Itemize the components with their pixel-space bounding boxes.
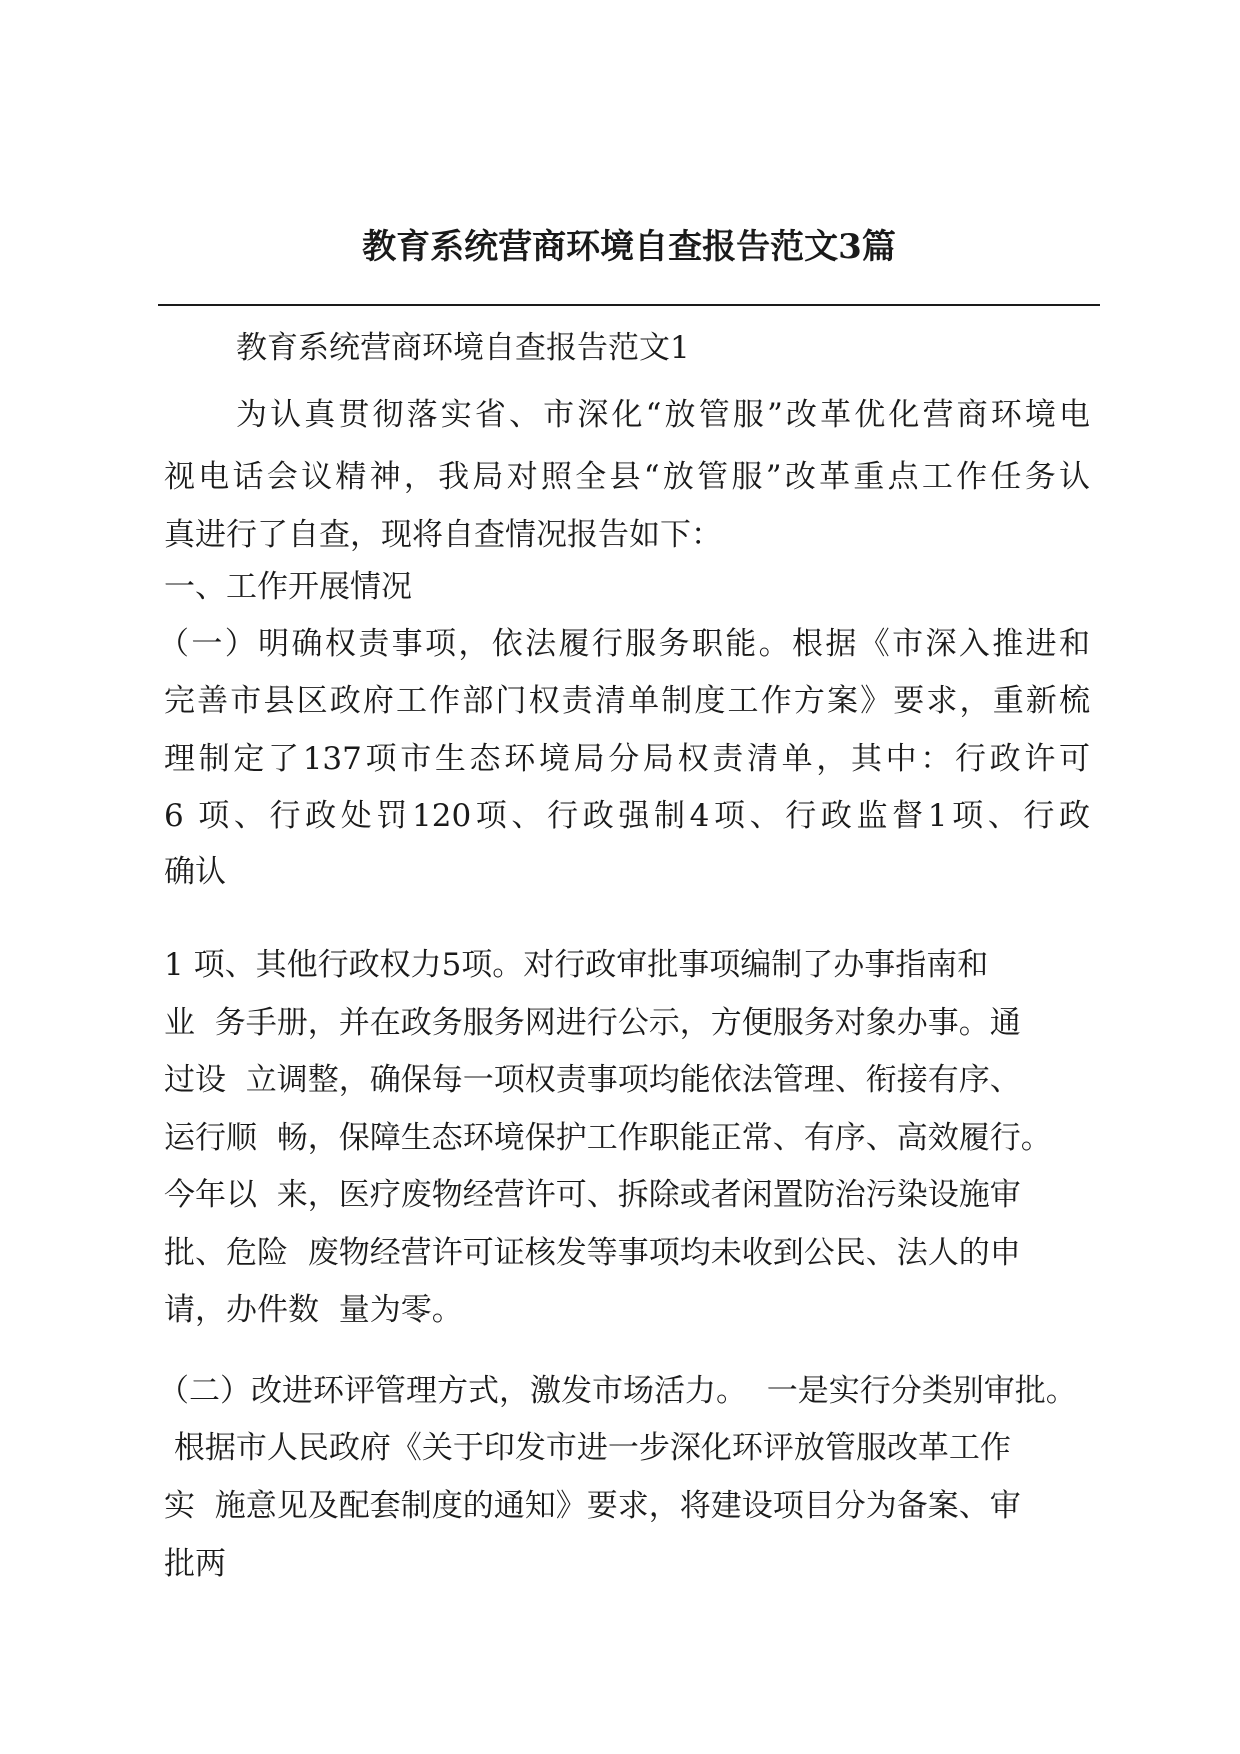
paragraph-3-line-2: 根据市人民政府《关于印发市进一步深化环评放管服改革工作 [164,1430,1011,1466]
title-underline [158,304,1100,306]
paragraph-2-line-3: 过设 立调整，确保每一项权责事项均能依法管理、衔接有序、 [164,1062,1021,1098]
paragraph-1-line-5: 确认 [164,854,226,890]
paragraph-2-line-6: 批、危险 废物经营许可证核发等事项均未收到公民、法人的申 [164,1235,1021,1271]
paragraph-2-line-2: 业 务手册，并在政务服务网进行公示，方便服务对象办事。通 [164,1005,1021,1041]
paragraph-1-line-3: 理制定了137项市生态环境局分局权责清单，其中：行政许可 [164,741,1090,777]
paragraph-2-line-5: 今年以 来，医疗废物经营许可、拆除或者闲置防治污染设施审 [164,1177,1021,1213]
paragraph-2-line-1: 1 项、其他行政权力5项。对行政审批事项编制了办事指南和 [164,947,989,983]
paragraph-intro-line-2: 视电话会议精神，我局对照全县“放管服”改革重点工作任务认 [164,459,1090,495]
document-title: 教育系统营商环境自查报告范文3篇 [362,227,896,267]
paragraph-1-line-4: 6 项、行政处罚120项、行政强制4项、行政监督1项、行政 [164,798,1090,834]
paragraph-1-line-1: （一）明确权责事项，依法履行服务职能。根据《市深入推进和 [158,626,1090,662]
paragraph-2-line-4: 运行顺 畅，保障生态环境保护工作职能正常、有序、高效履行。 [164,1120,1052,1156]
paragraph-heading-sample-1: 教育系统营商环境自查报告范文1 [236,330,690,366]
section-heading-1: 一、工作开展情况 [164,569,412,605]
paragraph-intro-line-1: 为认真贯彻落实省、市深化“放管服”改革优化营商环境电 [236,397,1090,433]
paragraph-3-line-1: （二）改进环评管理方式，激发市场活力。 一是实行分类别审批。 [158,1373,1077,1409]
paragraph-3-line-4: 批两 [164,1546,226,1582]
paragraph-intro-line-3: 真进行了自查，现将自查情况报告如下： [164,517,722,553]
paragraph-1-line-2: 完善市县区政府工作部门权责清单制度工作方案》要求，重新梳 [164,683,1090,719]
paragraph-2-line-7: 请，办件数 量为零。 [164,1292,463,1328]
paragraph-3-line-3: 实 施意见及配套制度的通知》要求，将建设项目分为备案、审 [164,1488,1021,1524]
